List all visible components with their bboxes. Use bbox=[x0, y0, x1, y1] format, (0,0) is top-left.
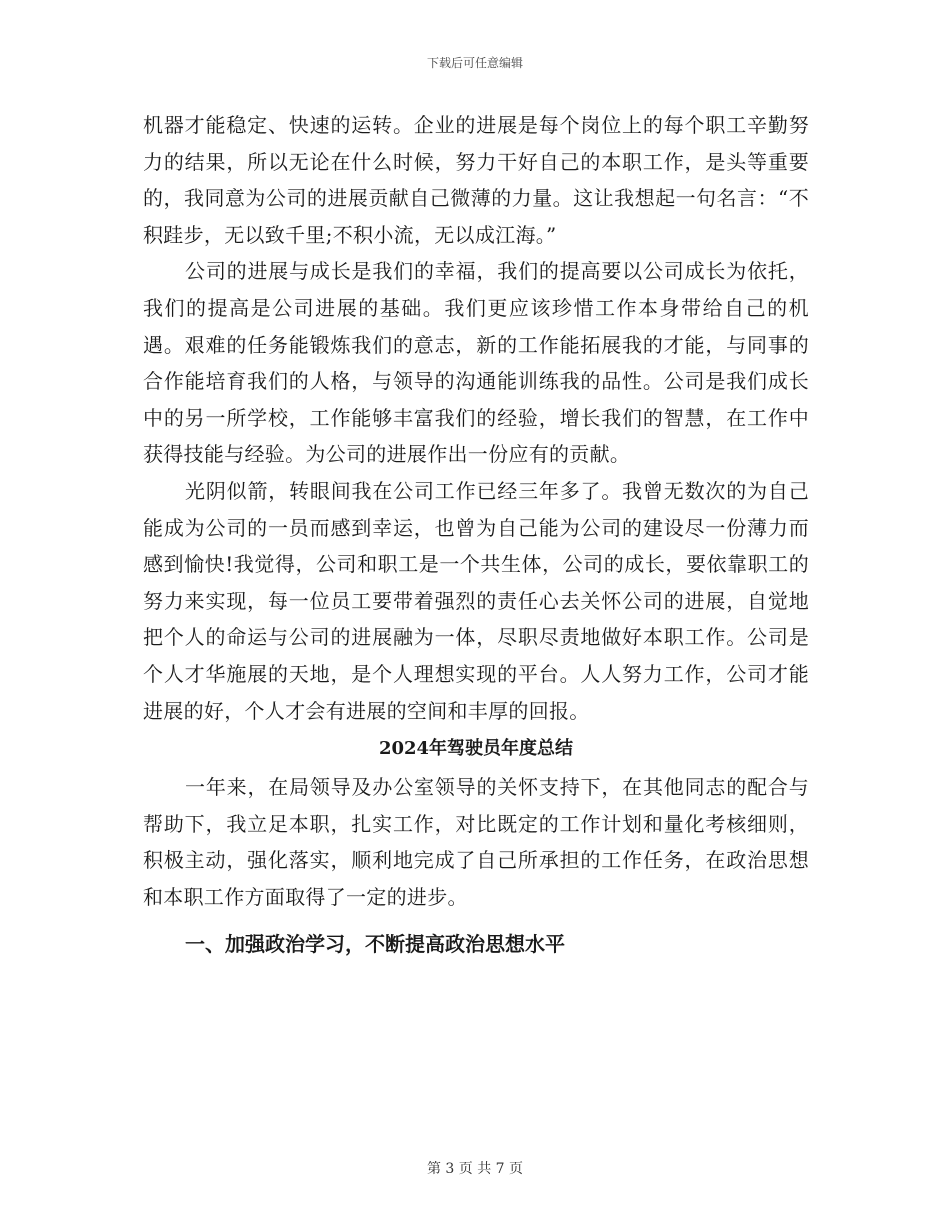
section-heading-1: 一、加强政治学习，不断提高政治思想水平 bbox=[185, 932, 565, 957]
section-title: 2024年驾驶员年度总结 bbox=[378, 738, 574, 760]
header-note: 下载后可任意编辑 bbox=[426, 56, 523, 70]
section-intro: 一年来，在局领导及办公室领导的关怀支持下，在其他同志的配合与帮助下，我立足本职，扎实工作，对比既定的工作计划和量化考核细则，积极主动，强化落实，顺利地完成了自己所承担的工作任务，在政治思想和本职工作方面取得了一定的进步。 bbox=[143, 775, 809, 909]
document-body bbox=[143, 107, 809, 967]
paragraph-2: 公司的进展与成长是我们的幸福，我们的提高要以公司成长为依托，我们的提高是公司进展的基础。我们更应该珍惜工作本身带给自己的机遇。艰难的任务能锻炼我们的意志，新的工作能拓展我的才能，与同事的合作能培育我们的人格，与领导的沟通能训练我的品性。公司是我们成长中的另一所学校，工作能够丰富我们的经验，增长我们的智慧，在工作中获得技能与经验。为公司的进展作出一份应有的贡献。 bbox=[143, 259, 809, 467]
paragraph-3: 光阴似箭，转眼间我在公司工作已经三年多了。我曾无数次的为自己能成为公司的一员而感到幸运，也曾为自己能为公司的建设尽一份薄力而感到愉快!我觉得，公司和职工是一个共生体，公司的成长，要依靠职工的努力来实现，每一位员工要带着强烈的责任心去关怀公司的进展，自觉地把个人的命运与公司的进展融为一体，尽职尽责地做好本职工作。公司是个人才华施展的天地，是个人理想实现的平台。人人努力工作，公司才能进展的好，个人才会有进展的空间和丰厚的回报。 bbox=[143, 478, 809, 723]
page-number: 第 3 页 共 7 页 bbox=[426, 1161, 524, 1177]
paragraph-1: 机器才能稳定、快速的运转。企业的进展是每个岗位上的每个职工辛勤努力的结果，所以无论在什么时候，努力干好自己的本职工作，是头等重要的，我同意为公司的进展贡献自己微薄的力量。这让我想起一句名言：“不积跬步，无以致千里;不积小流，无以成江海。” bbox=[143, 113, 809, 247]
